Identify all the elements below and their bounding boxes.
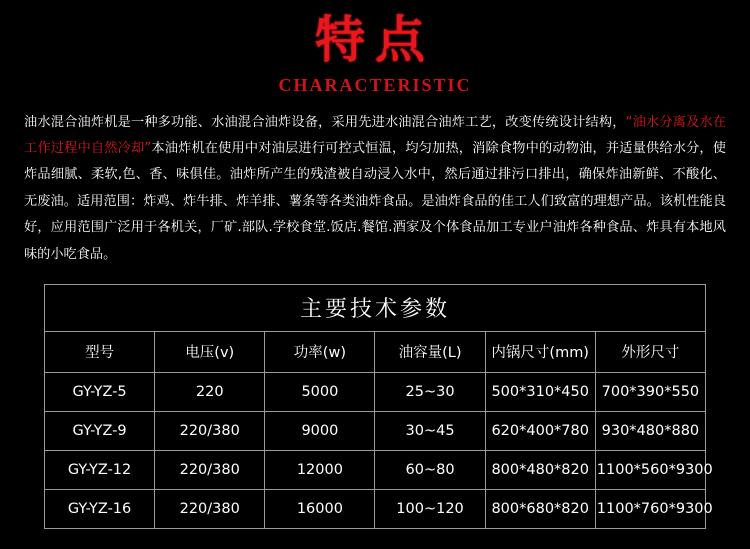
table-row <box>45 450 706 489</box>
table-cell: GY-YZ-5 <box>45 372 155 411</box>
table-cell: 16000 <box>265 489 375 528</box>
table-cell: 30~45 <box>375 411 485 450</box>
table-cell: GY-YZ-16 <box>45 489 155 528</box>
column-header-power: 功率(w) <box>265 331 375 372</box>
table-cell: 25~30 <box>375 372 485 411</box>
table-row <box>45 489 706 528</box>
table-cell: 220 <box>155 372 265 411</box>
column-header-overall-size: 外形尺寸 <box>595 331 705 372</box>
table-cell: 220/380 <box>155 411 265 450</box>
column-header-voltage: 电压(v) <box>155 331 265 372</box>
description-text: 油水混合油炸机是一种多功能、水油混合油炸设备，采用先进水油混合油炸工艺，改变传统设计结构， <box>24 114 626 130</box>
table-row <box>45 372 706 411</box>
table-cell: 220/380 <box>155 489 265 528</box>
spec-table-body <box>45 284 713 528</box>
table-cell: GY-YZ-9 <box>45 411 155 450</box>
table-row <box>45 411 706 450</box>
spec-table <box>44 284 713 529</box>
page-title: 特点 <box>315 12 435 68</box>
table-cell: 12000 <box>265 450 375 489</box>
table-cell: 60~80 <box>375 450 485 489</box>
table-cell: 930*480*880 <box>595 411 705 450</box>
page-subtitle: CHARACTERISTIC <box>278 74 472 95</box>
table-cell: 800*480*820 <box>485 450 595 489</box>
table-cell: 620*400*780 <box>485 411 595 450</box>
table-cell: 9000 <box>265 411 375 450</box>
spec-table-header-row <box>45 331 706 372</box>
spec-table-caption: 主要技术参数 <box>45 284 706 331</box>
table-cell: 5000 <box>265 372 375 411</box>
product-description <box>24 110 726 268</box>
column-header-model: 型号 <box>45 331 155 372</box>
column-header-inner-pot-size: 内锅尺寸(mm) <box>485 331 595 372</box>
table-cell: GY-YZ-12 <box>45 450 155 489</box>
column-header-oil-capacity: 油容量(L) <box>375 331 485 372</box>
table-cell: 500*310*450 <box>485 372 595 411</box>
table-cell: 220/380 <box>155 450 265 489</box>
description-highlight: “油水分离及水在工作过程中自然冷却” <box>24 114 726 156</box>
spec-table-caption-row <box>45 284 706 331</box>
table-cell: 1100*560*9300 <box>595 450 705 489</box>
table-cell: 1100*760*9300 <box>595 489 705 528</box>
table-cell: 100~120 <box>375 489 485 528</box>
spec-table-container <box>44 284 713 529</box>
table-cell: 700*390*550 <box>595 372 705 411</box>
table-cell: 800*680*820 <box>485 489 595 528</box>
description-text: 本油炸机在使用中对油层进行可控式恒温，均匀加热，消除食物中的动物油，并适量供给水分，使炸品细腻、柔软,色、香、味俱佳。油炸所产生的残渣被自动浸入水中，然后通过排污口排出，确保炸油新鲜、不酸化、无废油。适用范围：炸鸡、炸牛排、炸羊排、薯条等各类油炸食品。是油炸食品的佳工人们致富的理想产品。该机性能良好，应用范围广泛用于各机关，厂矿.部队.学校食堂.饭店.餐馆.酒家及个体食品加工专业户油炸各种食品、炸具有本地风味的小吃食品。 <box>24 140 726 262</box>
